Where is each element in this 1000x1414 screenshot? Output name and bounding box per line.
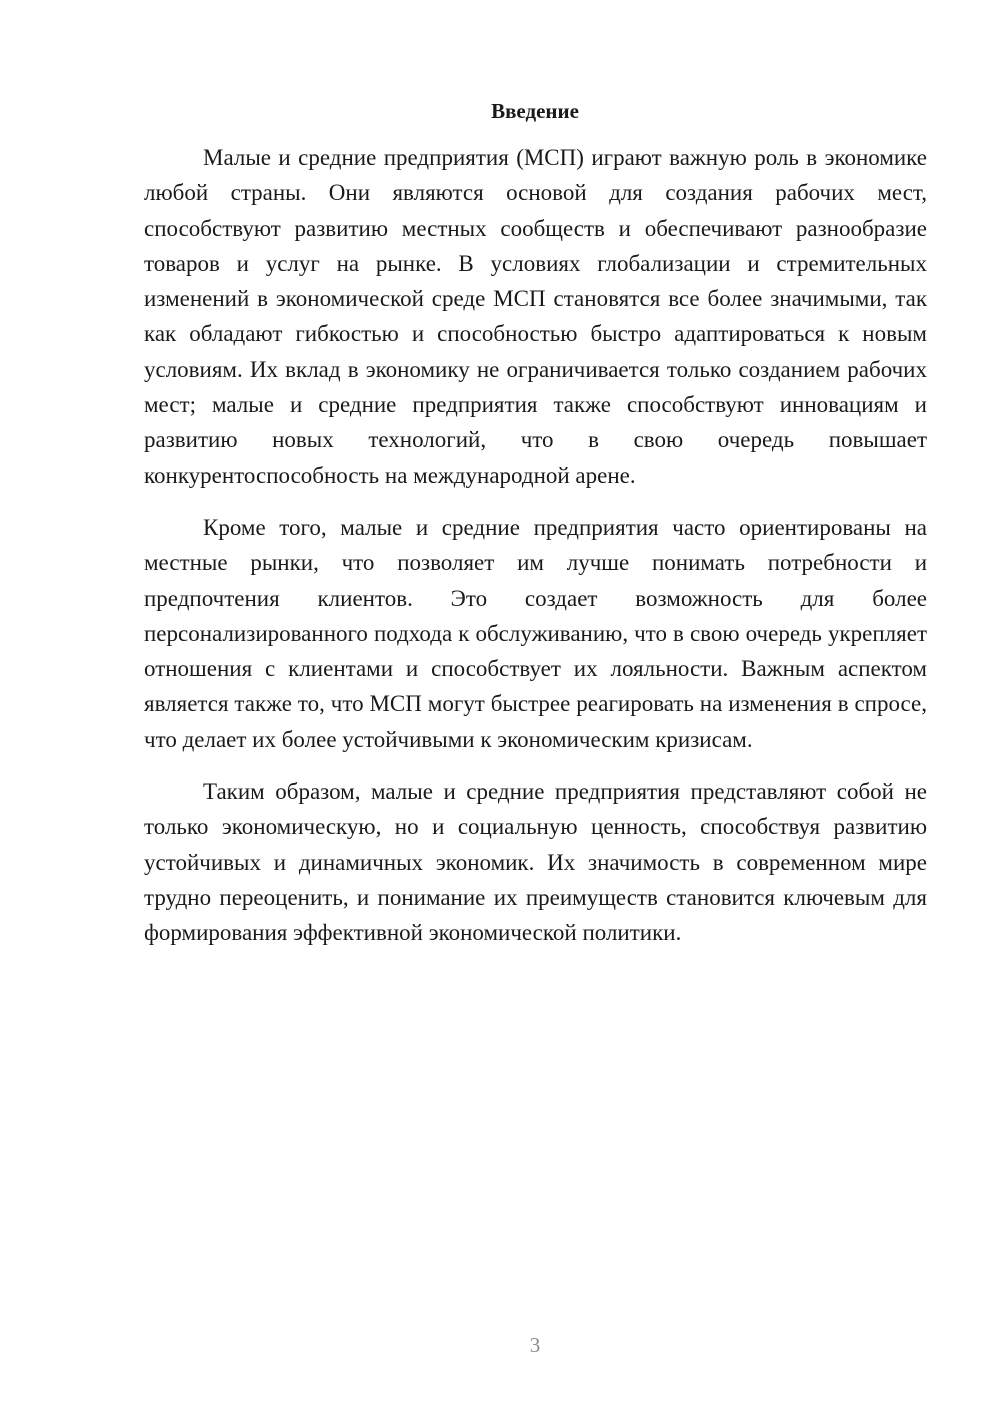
paragraph-1: Малые и средние предприятия (МСП) играют важную роль в экономике любой страны. Они являются основой для создания рабочих мест, способствуют развитию местных сообществ и обеспечивают разнообразие товаров и услуг на рынке. В условиях глобализации и стремительных изменений в экономической среде МСП становятся все более значимыми, так как обладают гибкостью и способностью быстро адаптироваться к новым условиям. Их вклад в экономику не ограничивается только созданием рабочих мест; малые и средние предприятия также способствуют инновациям и развитию новых технологий, что в свою очередь повышает конкурентоспособность на международной арене. [144, 145, 927, 488]
paragraph-3: Таким образом, малые и средние предприятия представляют собой не только экономическую, но и социальную ценность, способствуя развитию устойчивых и динамичных экономик. Их значимость в современном мире трудно переоценить, и понимание их преимуществ становится ключевым для формирования эффективной экономической политики. [144, 779, 927, 946]
paragraph-2: Кроме того, малые и средние предприятия часто ориентированы на местные рынки, что позволяет им лучше понимать потребности и предпочтения клиентов. Это создает возможность для более персонализированного подхода к обслуживанию, что в свою очередь укрепляет отношения с клиентами и способствует их лояльности. Важным аспектом является также то, что МСП могут быстрее реагировать на изменения в спросе, что делает их более устойчивыми к экономическим кризисам. [144, 514, 927, 752]
section-title: Введение [491, 99, 579, 123]
page-number: 3 [529, 1333, 541, 1357]
body-text [144, 140, 927, 968]
